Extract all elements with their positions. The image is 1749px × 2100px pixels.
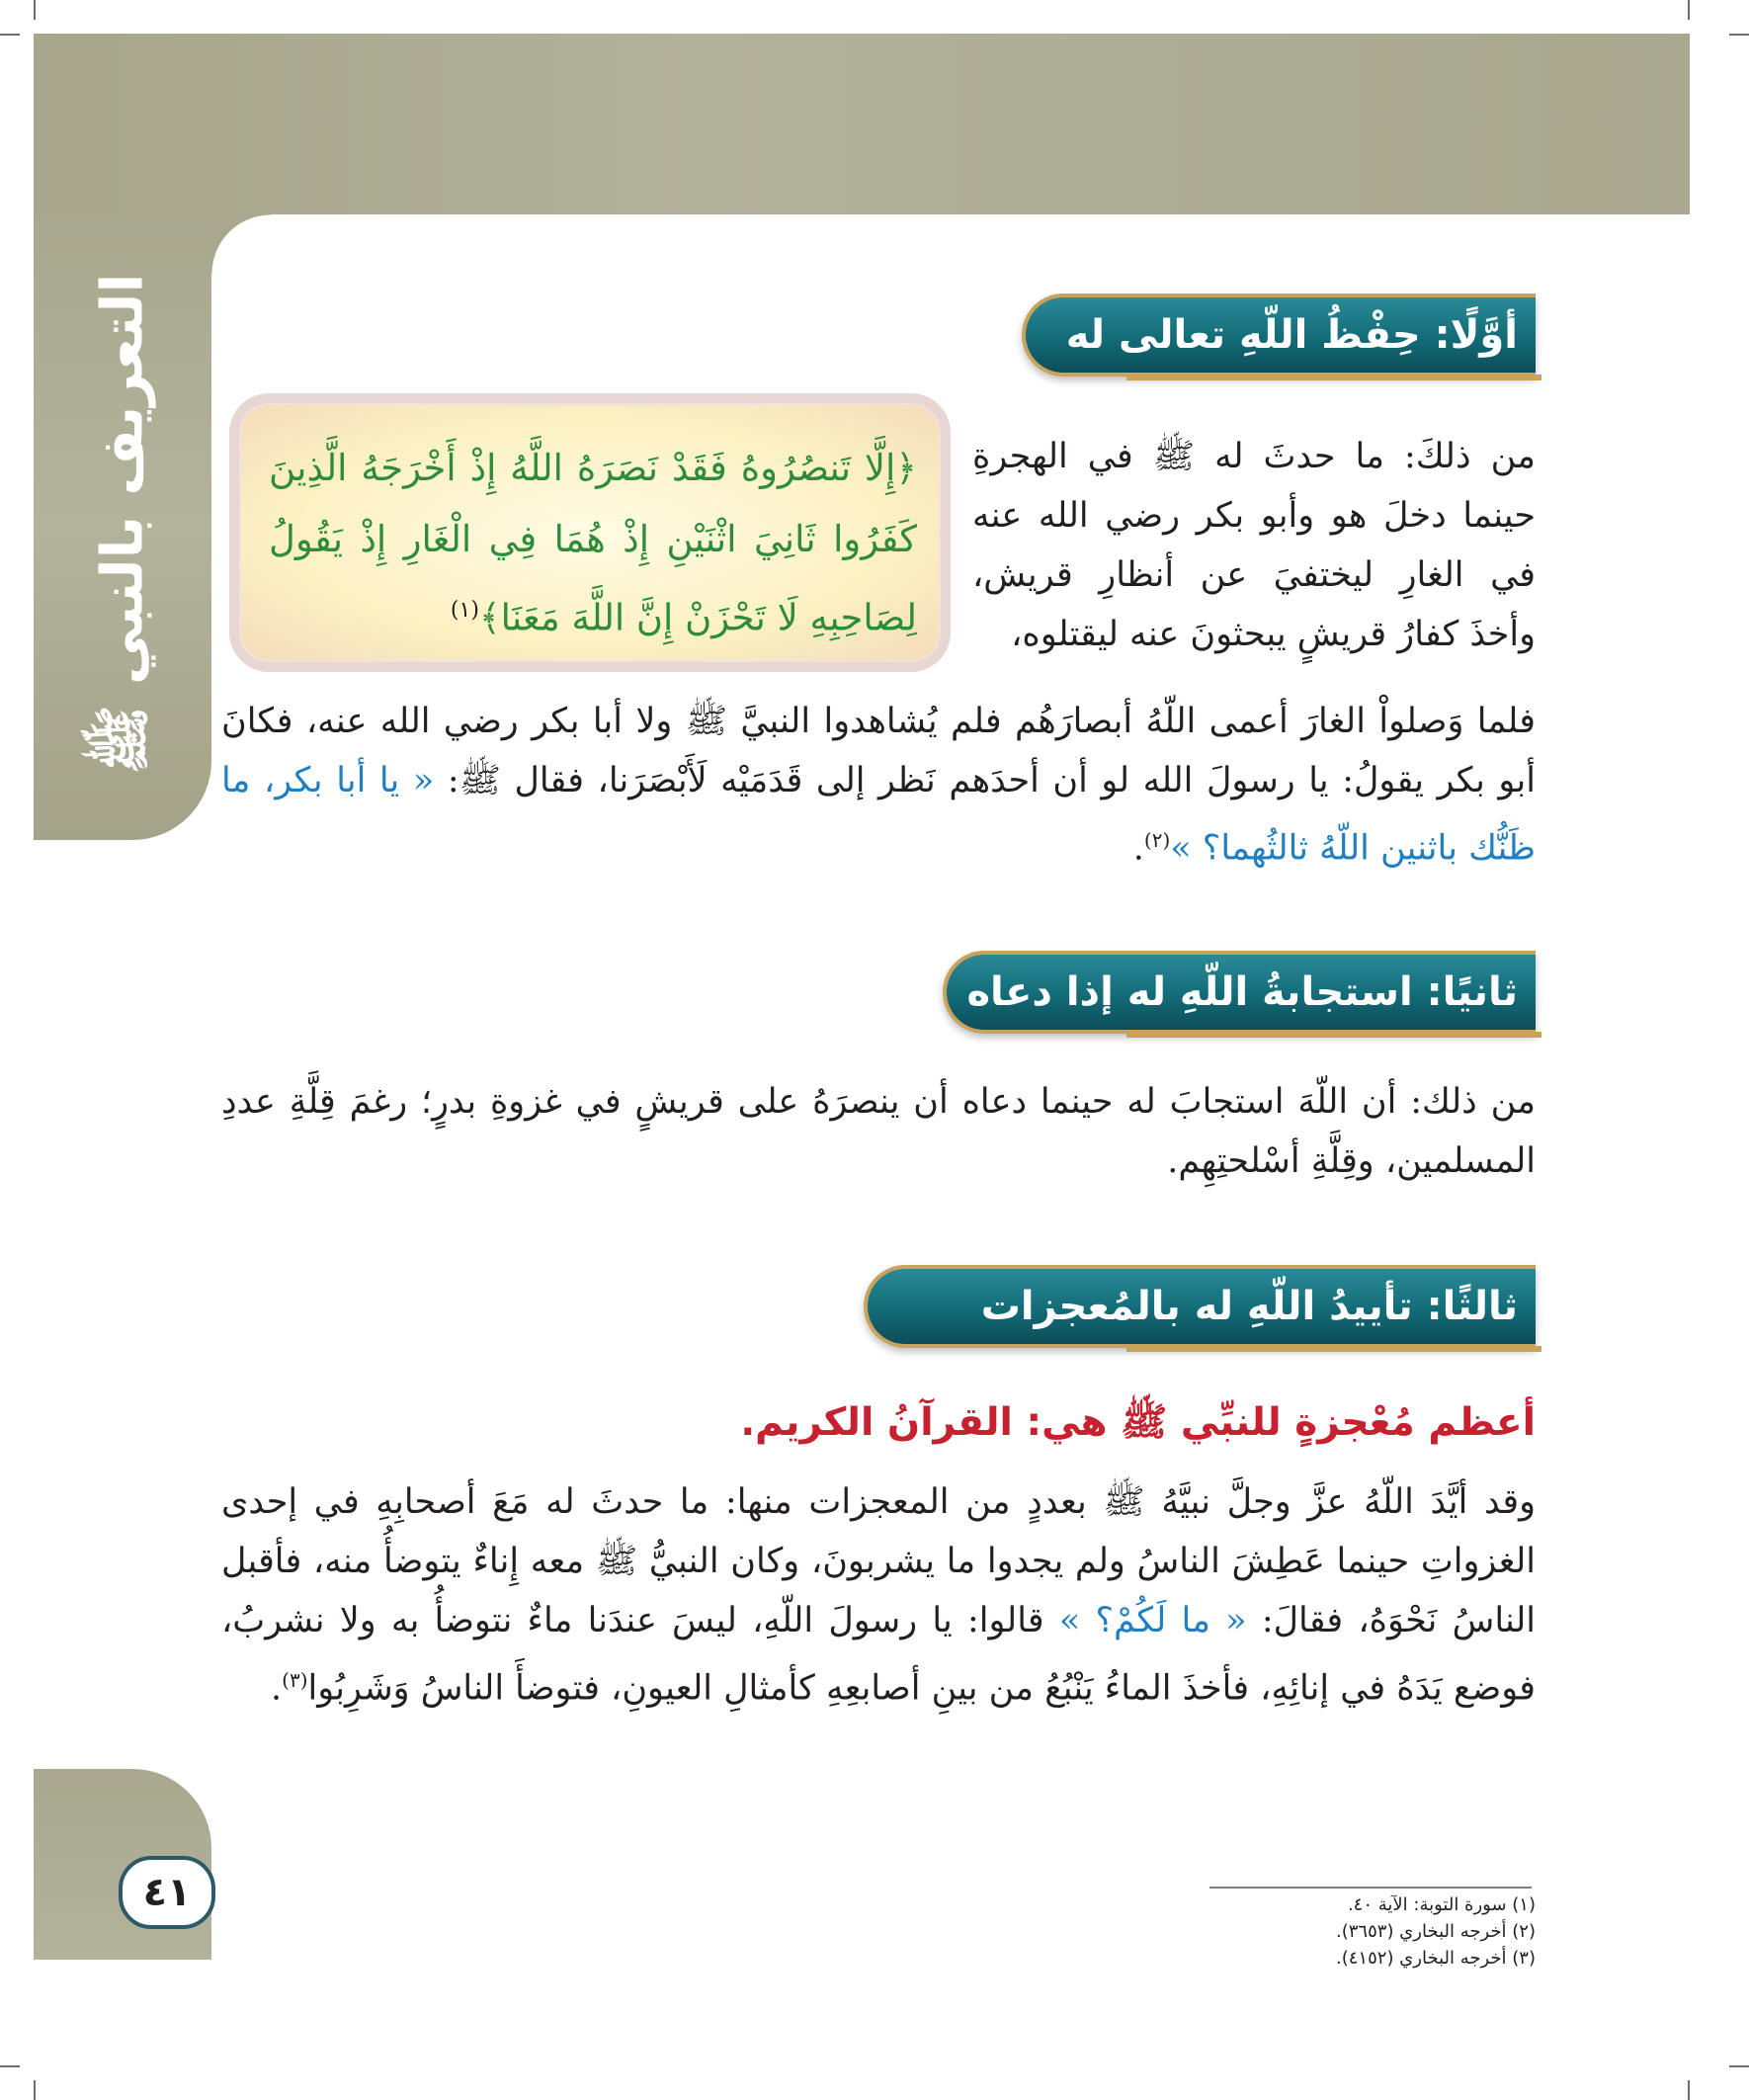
crop-mark — [1688, 0, 1690, 20]
section-1-paragraph-full — [221, 692, 1536, 879]
section-heading-1 — [1022, 294, 1536, 377]
section-3-quote: « ما لَكُمْ؟ » — [1058, 1601, 1247, 1640]
quran-footnote-ref: (١) — [450, 598, 479, 623]
quran-verse — [269, 433, 917, 653]
top-decorative-band — [34, 34, 1690, 214]
section-heading-2-text: ثانيًا: استجابةُ اللّهِ له إذا دعاه — [966, 969, 1518, 1015]
crop-mark — [0, 2065, 20, 2067]
crop-mark — [1688, 2080, 1690, 2100]
footnote-1: (١) سورة التوبة: الآية ٤٠. — [1347, 1894, 1536, 1915]
section-1-paragraph-top — [972, 427, 1536, 664]
section-heading-3 — [864, 1265, 1536, 1348]
hadith-quote: « يا أبا بكر، ما ظَنُّك باثنين اللّهُ ثالثُهما؟ » — [221, 761, 1536, 869]
page-number: ٤١ — [119, 1856, 215, 1929]
section-1-text-top: من ذلكَ: ما حدثَ له ﷺ في الهجرةِ حينما دخلَ هو وأبو بكر رضي الله عنه في الغارِ ليختفيَ عن أنظارِ قريش، وأخذَ كفارُ قريشٍ يبحثونَ عنه ليقتلوه، — [972, 437, 1536, 654]
crop-mark — [1729, 2065, 1749, 2067]
footnotes — [1200, 1891, 1536, 1972]
quran-verse-box — [229, 393, 951, 672]
crop-mark — [34, 0, 36, 20]
section-heading-1-text: أوَّلًا: حِفْظُ اللّهِ تعالى له — [1065, 312, 1518, 358]
crop-mark — [0, 34, 20, 36]
quran-verse-text: ﴿إِلَّا تَنصُرُوهُ فَقَدْ نَصَرَهُ اللَّهُ إِذْ أَخْرَجَهُ الَّذِينَ كَفَرُوا ثَانِيَ اثْنَيْنِ إِذْ هُمَا فِي الْغَارِ إِذْ يَقُولُ لِصَاحِبِهِ لَا تَحْزَنْ إِنَّ اللَّهَ مَعَنَا﴾ — [269, 447, 917, 639]
section-3-end: . — [270, 1668, 283, 1709]
footnote-divider — [1209, 1887, 1532, 1889]
section-3-text-a: وقد أيَّدَ اللّهُ عزَّ وجلَّ نبيَّهُ ﷺ بعددٍ من المعجزات منها: ما حدثَ له مَعَ أصحابِهِ في إحدى الغزواتِ حينما عَطِشَ الناسُ ولم يجدوا ما يشربونَ، وكان النبيُّ ﷺ معه إِناءٌ يتوضأُ منه، فأقبل الناسُ نَحْوَهُ، فقالَ: — [221, 1482, 1536, 1640]
section-3-footnote-ref: (٣) — [282, 1668, 308, 1692]
section-2-text: من ذلك: أن اللّهَ استجابَ له حينما دعاه أن ينصرَهُ على قريشٍ في غزوةِ بدرٍ؛ رغمَ قِلَّةِ عددِ المسلمين، وقِلَّةِ أسْلحتِهِم. — [221, 1082, 1536, 1181]
section-heading-3-text: ثالثًا: تأييدُ اللّهِ له بالمُعجزات — [980, 1284, 1518, 1329]
footnote-2: (٢) أخرجه البخاري (٣٦٥٣). — [1336, 1921, 1536, 1942]
chapter-side-title — [69, 227, 188, 820]
crop-mark — [34, 2080, 36, 2100]
chapter-side-title-text: التعريف بالنبي ﷺ — [88, 273, 156, 775]
hadith-end: . — [1132, 828, 1144, 869]
hadith-footnote-ref: (٢) — [1143, 828, 1171, 852]
footnote-3: (٣) أخرجه البخاري (٤١٥٢). — [1336, 1948, 1536, 1969]
miracle-highlight: أعظم مُعْجزةٍ للنبِّي ﷺ هي: القرآنُ الكريم. — [740, 1400, 1536, 1445]
section-2-paragraph — [221, 1072, 1536, 1191]
section-3-paragraph — [221, 1472, 1536, 1719]
crop-mark — [1729, 34, 1749, 36]
section-heading-2 — [943, 951, 1536, 1034]
section-3-text-b: قالوا: يا رسولَ اللّهِ، ليسَ عندَنا ماءٌ نتوضأُ به ولا نشربُ، فوضع يَدَهُ في إنائِهِ، فأخذَ الماءُ يَنْبُعُ من بينِ أصابعِهِ كأمثالِ العيونِ، فتوضأَ الناسُ وَشَرِبُوا — [221, 1601, 1536, 1709]
section-1-text-full: فلما وَصلواْ الغارَ أعمى اللّهُ أبصارَهُم فلم يُشاهدوا النبيَّ ﷺ ولا أبا بكر رضي الله عنه، فكانَ أبو بكر يقولُ: يا رسولَ الله لو أن أحدَهم نَظر إلى قَدَمَيْه لَأَبْصَرَنا، فقال ﷺ: — [221, 702, 1536, 800]
